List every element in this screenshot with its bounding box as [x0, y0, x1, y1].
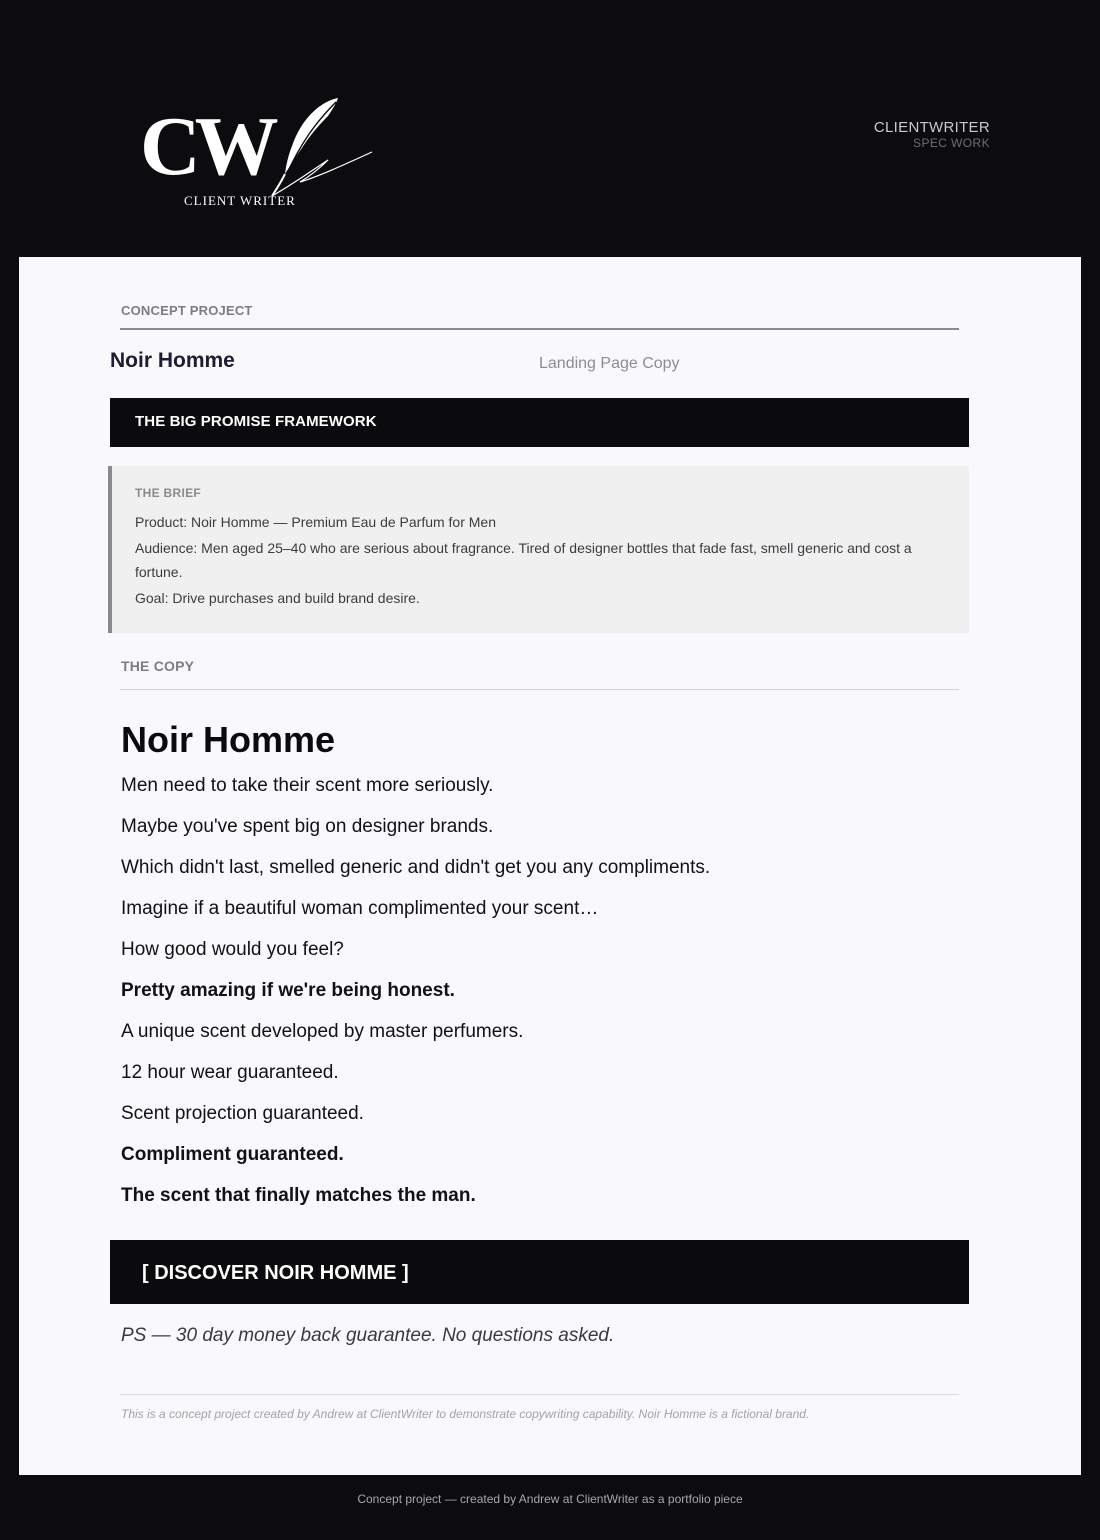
brief-product: Product: Noir Homme — Premium Eau de Parfum for Men	[135, 514, 497, 530]
copy-line: Scent projection guaranteed.	[121, 1103, 364, 1124]
quill-icon	[140, 92, 380, 212]
brand-block	[874, 119, 990, 151]
copy-line: Maybe you've spent big on designer brands.	[121, 816, 494, 837]
copy-line: The scent that finally matches the man.	[121, 1185, 476, 1206]
copy-line: Which didn't last, smelled generic and didn't get you any compliments.	[121, 857, 711, 878]
project-title: Noir Homme	[110, 349, 235, 372]
section-divider	[120, 328, 959, 330]
copy-line: How good would you feel?	[121, 939, 344, 960]
footer-divider	[120, 1394, 959, 1395]
copy-heading: Noir Homme	[121, 719, 336, 760]
document-page	[19, 257, 1081, 1475]
copy-line: Imagine if a beautiful woman complimented your scent…	[121, 898, 599, 919]
brief-label: THE BRIEF	[135, 486, 202, 500]
copy-line: 12 hour wear guaranteed.	[121, 1062, 339, 1083]
framework-banner: THE BIG PROMISE FRAMEWORK	[110, 398, 969, 447]
disclaimer-text: This is a concept project created by Andrew at ClientWriter to demonstrate copywriting capability. Noir Homme is a fictional brand.	[121, 1407, 810, 1421]
brand-name: CLIENTWRITER	[873, 119, 990, 136]
logo-monogram: CW	[140, 100, 273, 193]
brand-tag: SPEC WORK	[913, 136, 990, 150]
brief-box	[108, 466, 969, 633]
copy-divider	[120, 689, 959, 690]
ps-guarantee: PS — 30 day money back guarantee. No questions asked.	[121, 1325, 615, 1346]
discover-noir-homme-button[interactable]: [ DISCOVER NOIR HOMME ]	[110, 1240, 969, 1304]
copy-body	[121, 773, 961, 1224]
copy-section-label: THE COPY	[121, 658, 195, 674]
logo-wordmark: CLIENT WRITER	[184, 193, 296, 208]
copy-line: Men need to take their scent more seriously.	[121, 775, 494, 796]
project-subtitle: Landing Page Copy	[539, 355, 680, 372]
client-writer-logo[interactable]	[140, 92, 380, 212]
copy-line: Compliment guaranteed.	[121, 1144, 344, 1165]
copy-line: A unique scent developed by master perfumers.	[121, 1021, 524, 1042]
concept-project-label: CONCEPT PROJECT	[121, 303, 253, 318]
page-footer: Concept project — created by Andrew at ClientWriter as a portfolio piece	[357, 1492, 743, 1506]
copy-line: Pretty amazing if we're being honest.	[121, 980, 455, 1001]
brief-audience: Audience: Men aged 25–40 who are serious about fragrance. Tired of designer bottles that fade fast, smell generic and cost a fortune.	[135, 540, 912, 580]
brief-goal: Goal: Drive purchases and build brand desire.	[135, 590, 420, 606]
